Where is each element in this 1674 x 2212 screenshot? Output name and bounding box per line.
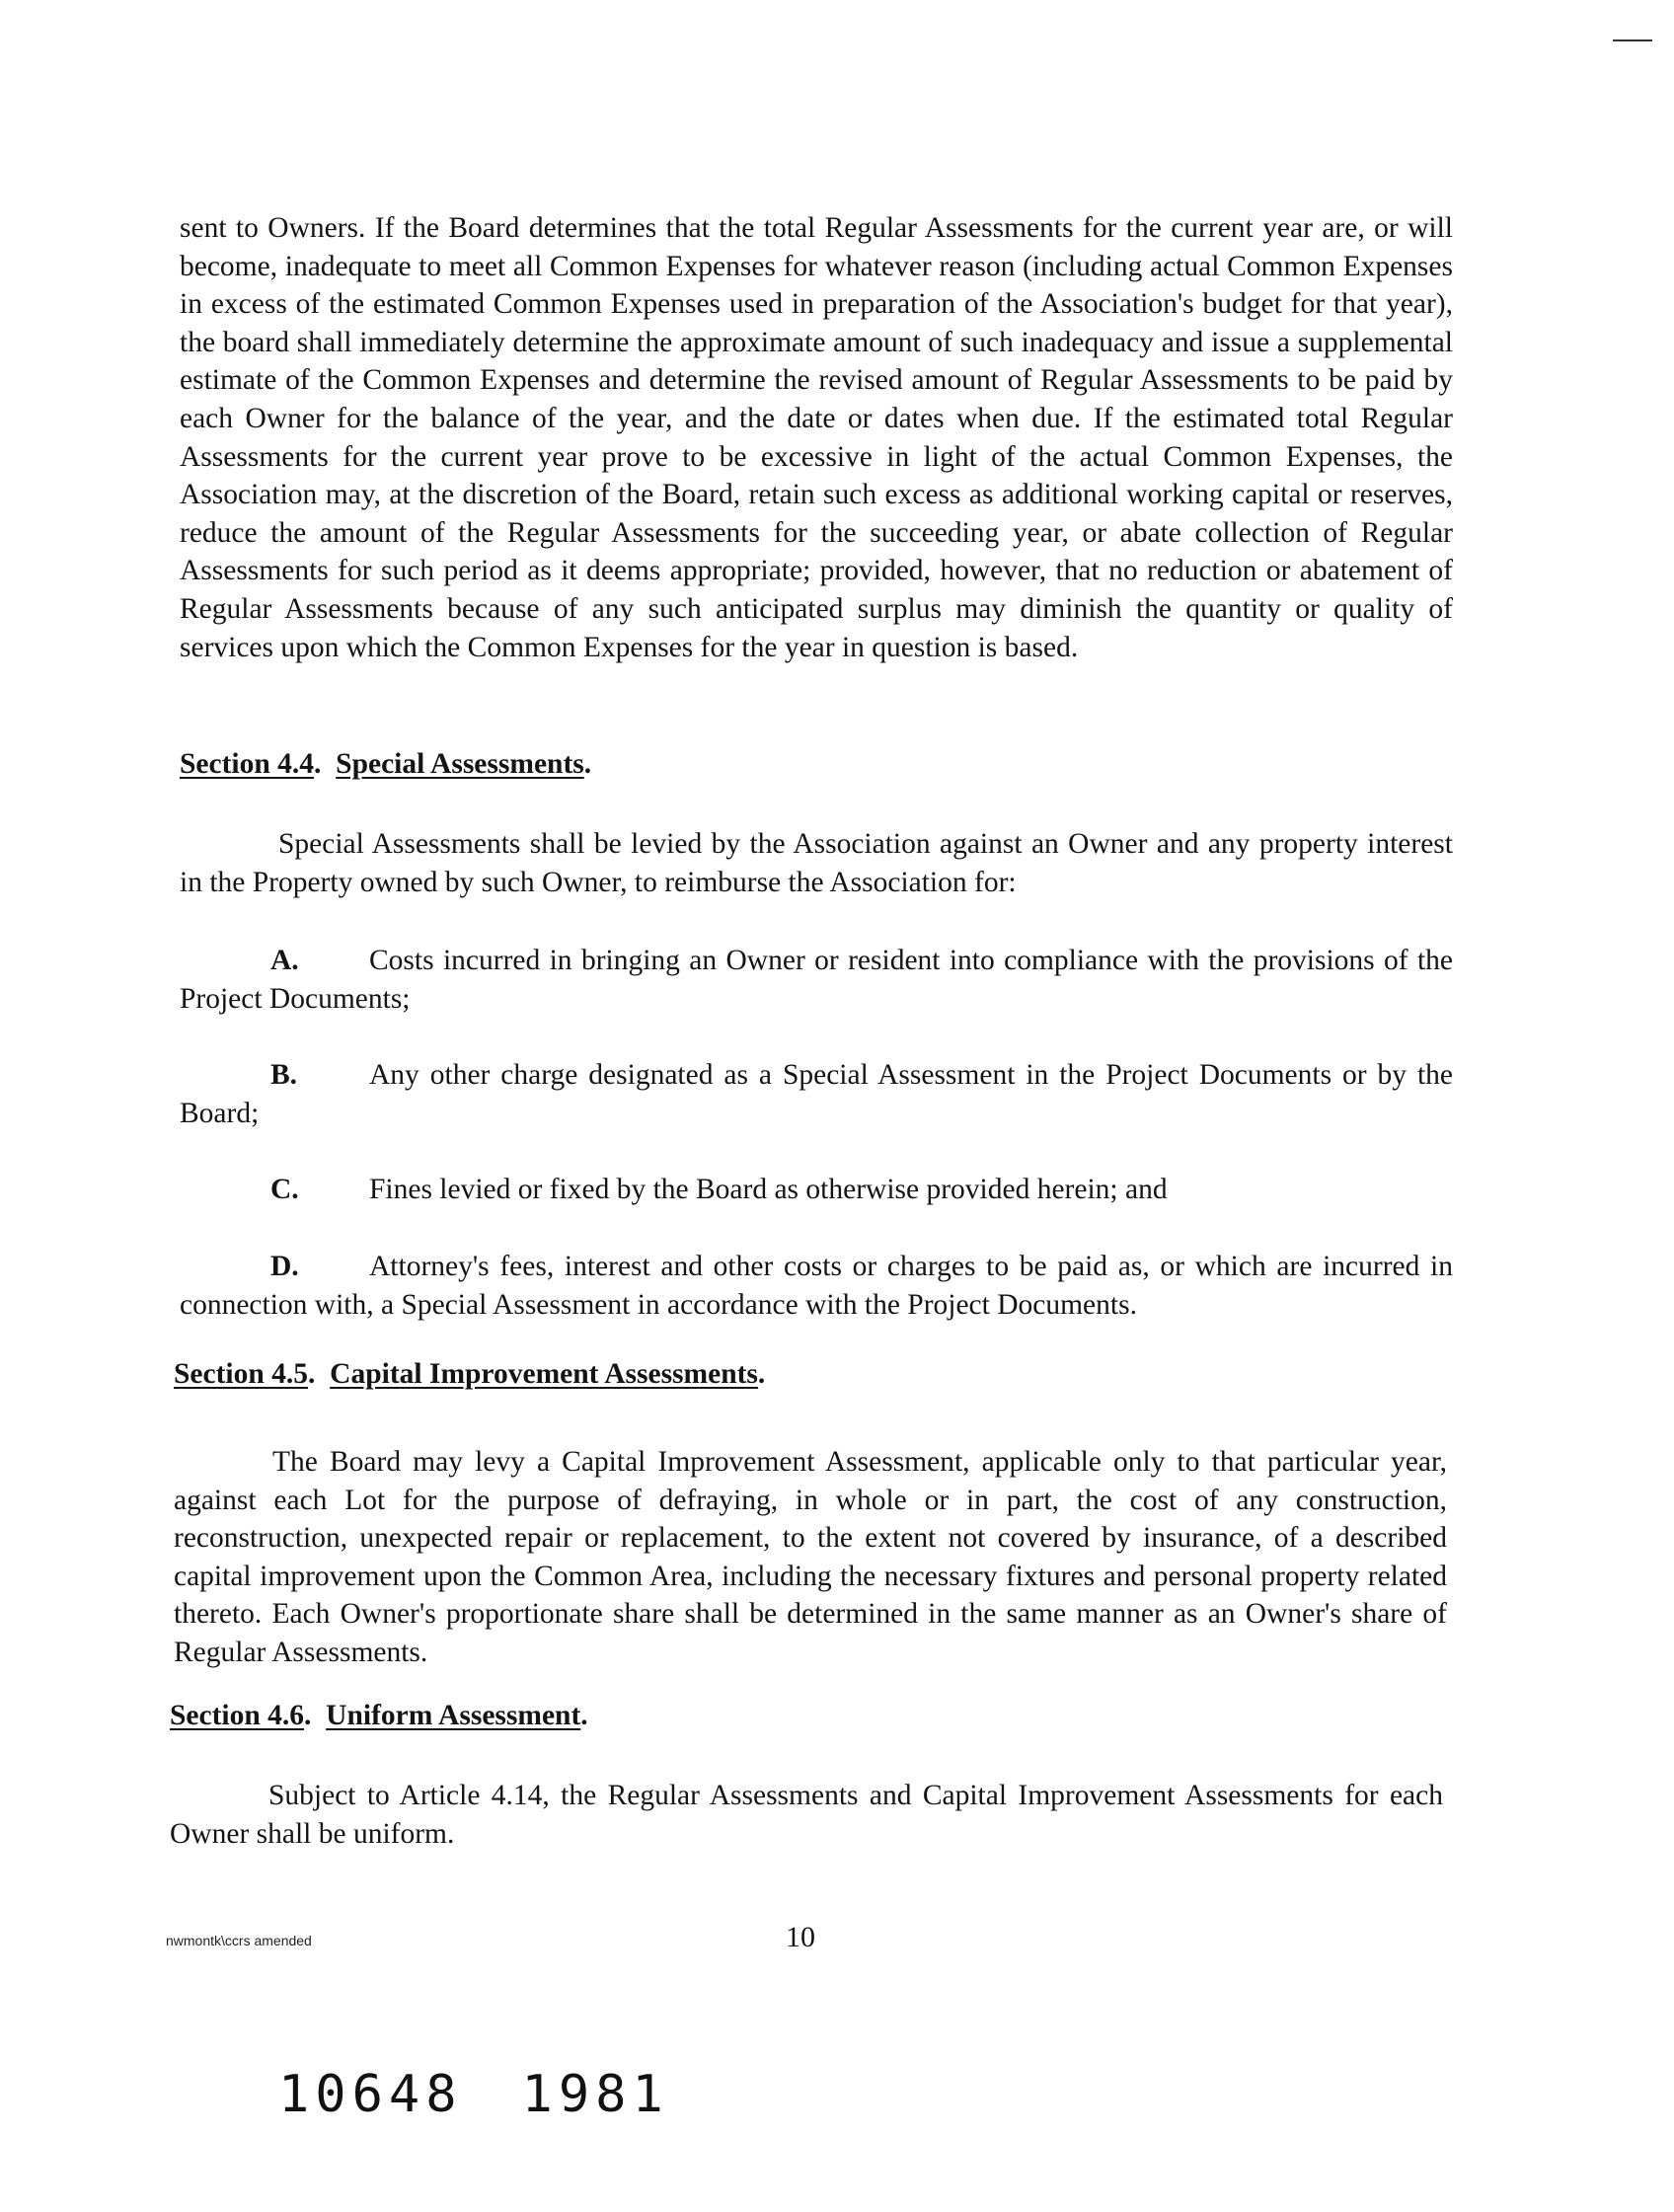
section-number: Section 4.6 (170, 1700, 305, 1731)
page-number: 10 (786, 1921, 815, 1953)
item-label: A. (270, 945, 299, 976)
paragraph-uniform-assessment: Subject to Article 4.14, the Regular Assessments and Capital Improvement Assessments for each Owner shall be uniform. (170, 1780, 1443, 1850)
paragraph-regular-assessments: sent to Owners. If the Board determines that the total Regular Assessments for the current year are, or will become, inadequate to meet all Common Expenses for whatever reason (including actual Common Expenses in excess of the estimated Common Expenses used in preparation of the Association's budget for that year), the board shall immediately determine the approximate amount of such inadequacy and issue a supplemental estimate of the Common Expenses and determine the revised amount of Regular Assessments to be paid by each Owner for the balance of the year, and the date or dates when due. If the estimated total Regular Assessments for the current year prove to be excessive in light of the actual Common Expenses, the Association may, at the discretion of the Board, retain such excess as additional working capital or reserves, reduce the amount of the Regular Assessments for the succeeding year, or abate collection of Regular Assessments for such period as it deems appropriate; provided, however, that no reduction or abatement of Regular Assessments because of any such anticipated surplus may diminish the quantity or quality of services upon which the Common Expenses for the year in question is based. (180, 212, 1453, 663)
section-number: Section 4.4 (180, 748, 315, 780)
item-label: D. (270, 1251, 299, 1282)
recording-stamp (278, 2065, 669, 2124)
section-title: Capital Improvement Assessments (330, 1358, 758, 1390)
section-title: Uniform Assessment (326, 1700, 581, 1731)
item-label: B. (270, 1059, 298, 1091)
section-heading-4-5: Section 4.5. Capital Improvement Assessments. (174, 1358, 766, 1390)
item-text: Fines levied or fixed by the Board as otherwise provided herein; and (369, 1174, 1168, 1205)
list-item-b (180, 1056, 1453, 1132)
stamp-page-number: 1981 (521, 2065, 669, 2124)
item-text: Any other charge designated as a Special Assessment in the Project Documents or by the Board; (180, 1059, 1453, 1129)
item-label: C. (270, 1174, 299, 1205)
list-item-c (180, 1171, 1453, 1209)
item-text: Attorney's fees, interest and other costs or charges to be paid as, or which are incurred in connection with, a Special Assessment in accordance with the Project Documents. (180, 1251, 1453, 1321)
scan-mark (1613, 39, 1652, 41)
section-heading-4-6: Section 4.6. Uniform Assessment. (170, 1700, 588, 1731)
item-text: Costs incurred in bringing an Owner or resident into compliance with the provisions of the Project Documents; (180, 945, 1453, 1015)
list-item-a (180, 942, 1453, 1018)
list-item-d (180, 1248, 1453, 1324)
paragraph-capital-improvement: The Board may levy a Capital Improvement Assessment, applicable only to that particular year, against each Lot for the purpose of defraying, in whole or in part, the cost of any construction, reconstruction, unexpected repair or replacement, to the extent not covered by insurance, of a described capital improvement upon the Common Area, including the necessary fixtures and personal property related thereto. Each Owner's proportionate share shall be determined in the same manner as an Owner's share of Regular Assessments. (174, 1446, 1447, 1668)
section-title: Special Assessments (336, 748, 584, 780)
paragraph-special-assessments: Special Assessments shall be levied by the Association against an Owner and any property interest in the Property owned by such Owner, to reimburse the Association for: (180, 828, 1453, 898)
section-heading-4-4: Section 4.4. Special Assessments. (180, 748, 592, 780)
footer-file-reference: nwmontk\ccrs amended (166, 1933, 312, 1948)
section-number: Section 4.5 (174, 1358, 309, 1390)
stamp-book-number: 10648 (278, 2065, 463, 2124)
